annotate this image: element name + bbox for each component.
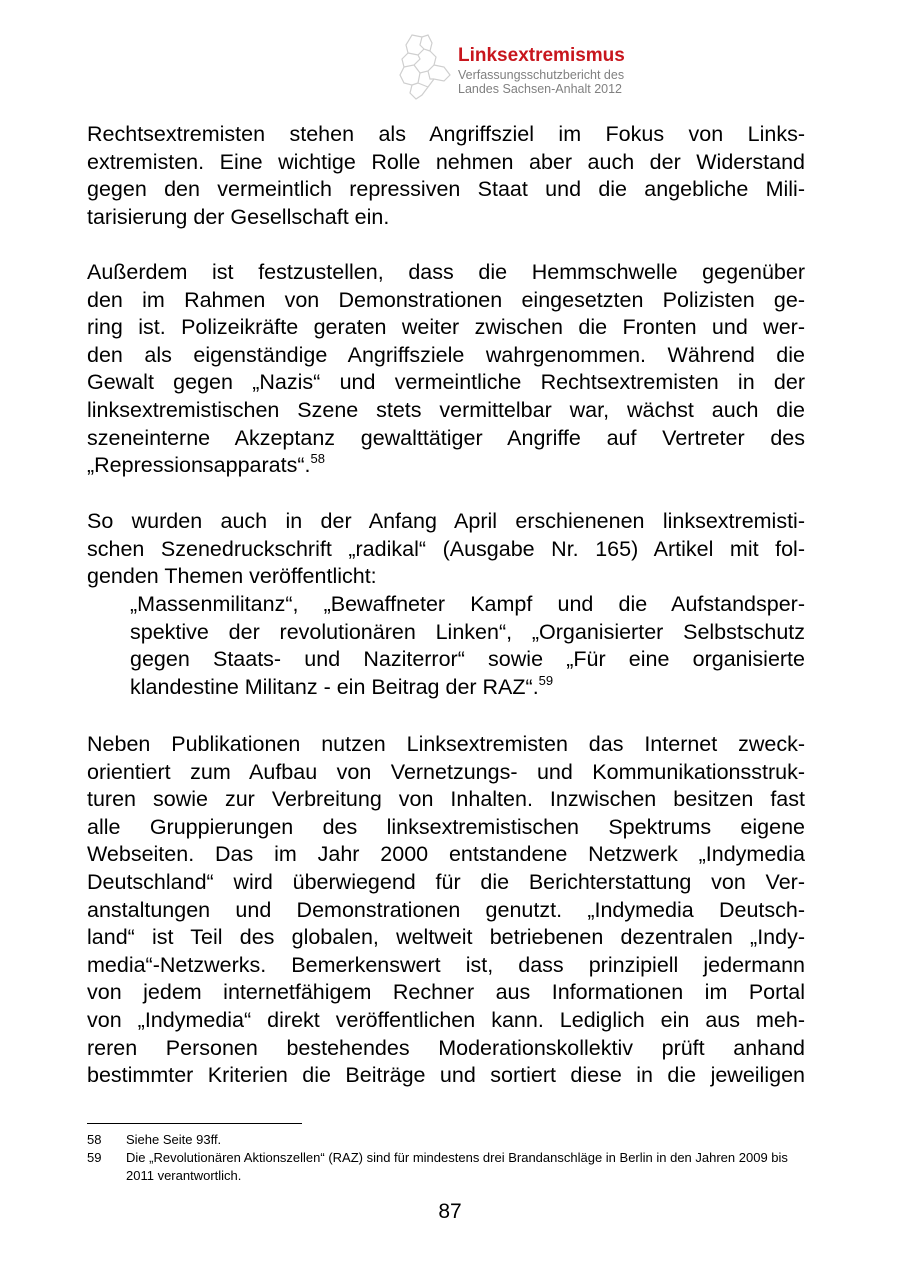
footnote-reference[interactable]: 59 bbox=[538, 672, 554, 688]
text-line-content: „Repressionsapparats“. bbox=[87, 453, 311, 478]
footnote bbox=[87, 1149, 807, 1185]
footnote-text: Die „Revolutionären Aktionszellen“ (RAZ) sind für mindestens drei Brandanschläge in Berlin in den Jahren 2009 bis 2011 verantwortlich. bbox=[126, 1150, 788, 1183]
text-line-content: ring ist. Polizeikräfte geraten weiter zwischen die Fronten und wer- bbox=[87, 315, 805, 340]
text-line bbox=[87, 149, 805, 177]
footnote bbox=[87, 1131, 807, 1149]
text-line bbox=[87, 259, 805, 287]
text-line bbox=[130, 674, 805, 702]
text-line-content: schen Szenedruckschrift „radikal“ (Ausgabe Nr. 165) Artikel mit fol- bbox=[87, 536, 805, 561]
text-line bbox=[87, 841, 805, 869]
text-line-content: gegen den vermeintlich repressiven Staat und die angebliche Mili- bbox=[87, 177, 805, 202]
text-line-content: den als eigenständige Angriffsziele wahrgenommen. Während die bbox=[87, 342, 805, 367]
text-line-content: tarisierung der Gesellschaft ein. bbox=[87, 204, 390, 229]
text-line-content: media“-Netzwerks. Bemerkenswert ist, dass prinzipiell jedermann bbox=[87, 952, 805, 977]
text-line bbox=[130, 591, 805, 619]
text-line bbox=[130, 646, 805, 674]
text-line bbox=[87, 425, 805, 453]
text-line-content: von „Indymedia“ direkt veröffentlichen kann. Lediglich ein aus meh- bbox=[87, 1007, 805, 1032]
report-subtitle-line2: Landes Sachsen-Anhalt 2012 bbox=[458, 82, 623, 96]
text-line bbox=[87, 759, 805, 787]
text-line bbox=[87, 786, 805, 814]
text-line-content: Neben Publikationen nutzen Linksextremisten das Internet zweck- bbox=[87, 732, 805, 756]
text-line-content: Außerdem ist festzustellen, dass die Hemmschwelle gegenüber bbox=[87, 260, 805, 284]
text-line-content: Rechtsextremisten stehen als Angriffsziel im Fokus von Links- bbox=[87, 122, 805, 146]
footnote-number: 58 bbox=[87, 1132, 102, 1147]
text-line-content: So wurden auch in der Anfang April erschienenen linksextremisti- bbox=[87, 509, 805, 533]
text-line bbox=[87, 1062, 805, 1090]
paragraph bbox=[87, 121, 805, 231]
text-line-content: linksextremistischen Szene stets vermittelbar war, wächst auch die bbox=[87, 397, 805, 422]
text-line-content: Gewalt gegen „Nazis“ und vermeintliche Rechtsextremisten in der bbox=[87, 370, 805, 395]
text-line bbox=[87, 869, 805, 897]
text-line bbox=[87, 204, 805, 232]
text-line bbox=[87, 952, 805, 980]
text-line-content: reren Personen bestehendes Moderationskollektiv prüft anhand bbox=[87, 1035, 805, 1060]
text-line bbox=[87, 314, 805, 342]
text-line-content: spektive der revolutionären Linken“, „Organisierter Selbstschutz bbox=[130, 619, 805, 644]
text-line-content: von jedem internetfähigem Rechner aus Informationen im Portal bbox=[87, 980, 805, 1005]
footnote-number: 59 bbox=[87, 1150, 102, 1165]
text-line-content: extremisten. Eine wichtige Rolle nehmen aber auch der Widerstand bbox=[87, 149, 805, 174]
text-line bbox=[87, 1035, 805, 1063]
text-line-content: land“ ist Teil des globalen, weltweit betriebenen dezentralen „Indy- bbox=[87, 925, 805, 950]
text-line-content: den im Rahmen von Demonstrationen eingesetzten Polizisten ge- bbox=[87, 287, 805, 312]
text-line bbox=[87, 924, 805, 952]
section-title: Linksextremismus bbox=[458, 45, 625, 66]
report-subtitle-line1: Verfassungsschutzbericht des bbox=[458, 68, 625, 82]
text-line bbox=[87, 1007, 805, 1035]
block-quote bbox=[130, 591, 805, 701]
text-line-content: genden Themen veröffentlicht: bbox=[87, 564, 377, 589]
text-line-content: alle Gruppierungen des linksextremistischen Spektrums eigene bbox=[87, 814, 805, 839]
text-line bbox=[87, 369, 805, 397]
page-number: 87 bbox=[438, 1200, 462, 1223]
text-line-content: „Massenmilitanz“, „Bewaffneter Kampf und die Aufstandsper- bbox=[130, 592, 805, 616]
paragraph bbox=[87, 731, 805, 1090]
footnote-reference[interactable]: 58 bbox=[310, 451, 325, 467]
text-line-content: orientiert zum Aufbau von Vernetzungs- und Kommunikationsstruk- bbox=[87, 759, 805, 784]
text-line-content: klandestine Militanz - ein Beitrag der RAZ“. bbox=[130, 674, 539, 699]
text-line bbox=[130, 619, 805, 647]
text-line bbox=[87, 287, 805, 315]
text-line-content: gegen Staats- und Naziterror“ sowie „Für eine organisierte bbox=[130, 647, 805, 672]
text-line-content: bestimmter Kriterien die Beiträge und sortiert diese in die jeweiligen bbox=[87, 1063, 805, 1088]
text-line-content: anstaltungen und Demonstrationen genutzt. „Indymedia Deutsch- bbox=[87, 897, 805, 922]
paragraph bbox=[87, 259, 805, 480]
text-line-content: Deutschland“ wird überwiegend für die Berichterstattung von Ver- bbox=[87, 869, 805, 894]
text-line bbox=[87, 814, 805, 842]
footnote-text: Siehe Seite 93ff. bbox=[126, 1132, 222, 1147]
text-line-content: szeneinterne Akzeptanz gewalttätiger Angriffe auf Vertreter des bbox=[87, 425, 805, 450]
text-line bbox=[87, 508, 805, 536]
text-line bbox=[87, 176, 805, 204]
text-line bbox=[87, 536, 805, 564]
footnote-separator bbox=[87, 1123, 302, 1124]
text-line-content: Webseiten. Das im Jahr 2000 entstandene Netzwerk „Indymedia bbox=[87, 842, 805, 867]
text-line bbox=[87, 563, 805, 591]
text-line bbox=[87, 897, 805, 925]
text-line bbox=[87, 979, 805, 1007]
text-line bbox=[87, 121, 805, 149]
text-line bbox=[87, 731, 805, 759]
text-line bbox=[87, 397, 805, 425]
paragraph bbox=[87, 508, 805, 591]
text-line bbox=[87, 452, 805, 480]
sachsen-anhalt-map-icon bbox=[398, 33, 452, 101]
text-line-content: turen sowie zur Verbreitung von Inhalten. Inzwischen besitzen fast bbox=[87, 787, 805, 812]
text-line bbox=[87, 342, 805, 370]
